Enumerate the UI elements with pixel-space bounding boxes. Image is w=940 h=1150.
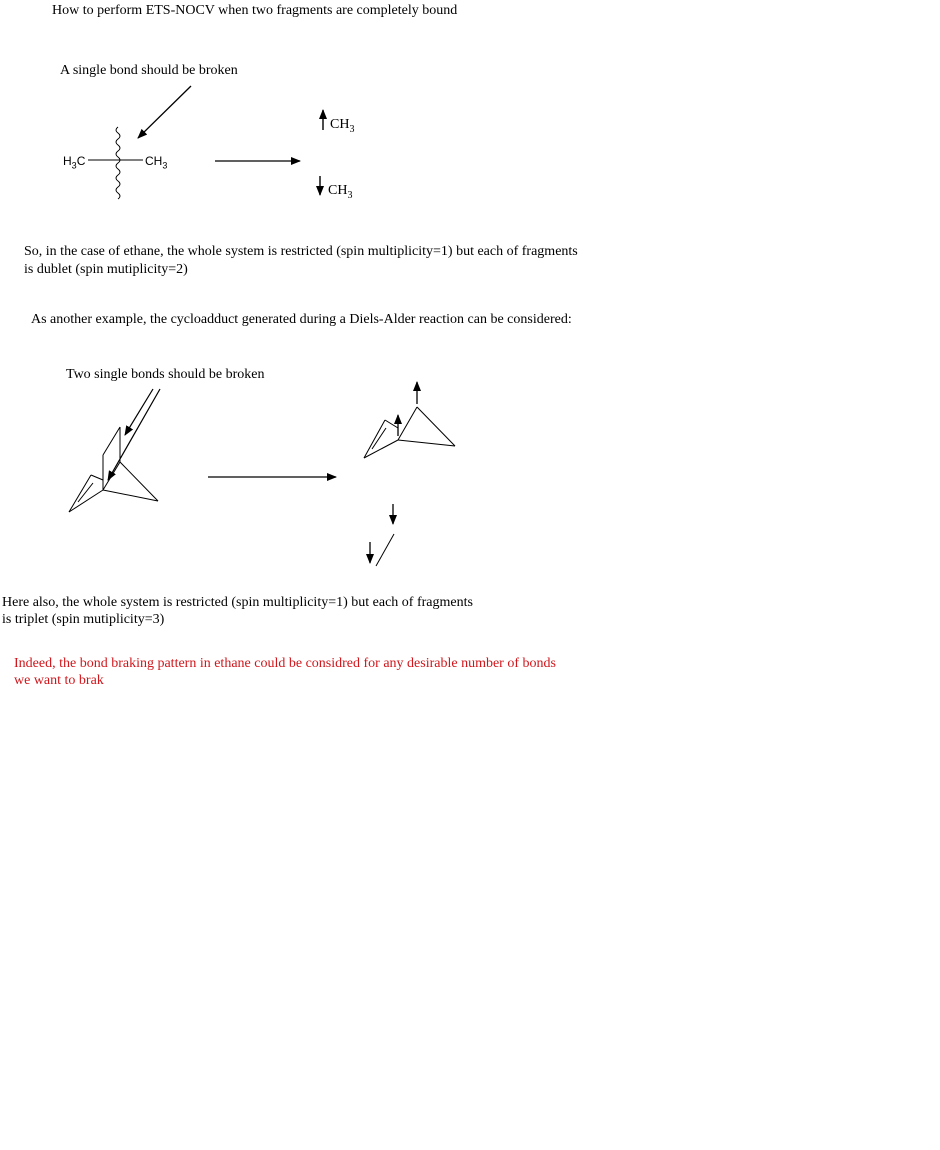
ethylene-fragment: [376, 534, 394, 566]
ethane-explanation-line1: So, in the case of ethane, the whole system is restricted (spin multiplicity=1) but each of fragments: [24, 244, 578, 259]
annotation-pointer-arrow-1: [125, 389, 153, 435]
diels-alder-intro: As another example, the cycloadduct generated during a Diels-Alder reaction can be considered:: [31, 312, 572, 327]
diels-alder-explanation-line1: Here also, the whole system is restricted (spin multiplicity=1) but each of fragments: [2, 595, 473, 610]
two-bonds-annotation: Two single bonds should be broken: [66, 367, 265, 382]
ethane-left-methyl: $H_3C$: [63, 154, 86, 171]
note-line1: Indeed, the bond braking pattern in ethane could be considred for any desirable number of bonds: [14, 656, 556, 671]
fragment-methyl-up: $CH_3$: [330, 117, 355, 135]
single-bond-annotation: A single bond should be broken: [60, 63, 238, 78]
ethane-right-methyl: $CH_3$: [145, 154, 168, 171]
note-line2: we want to brak: [14, 673, 104, 688]
cyclopentenyl-fragment: [364, 407, 455, 458]
page-title: How to perform ETS-NOCV when two fragments are completely bound: [52, 3, 458, 18]
fragment-methyl-down: $CH_3$: [328, 183, 353, 201]
diels-alder-explanation-line2: is triplet (spin mutiplicity=3): [2, 612, 165, 627]
ethane-explanation-line2: is dublet (spin mutiplicity=2): [24, 262, 188, 277]
